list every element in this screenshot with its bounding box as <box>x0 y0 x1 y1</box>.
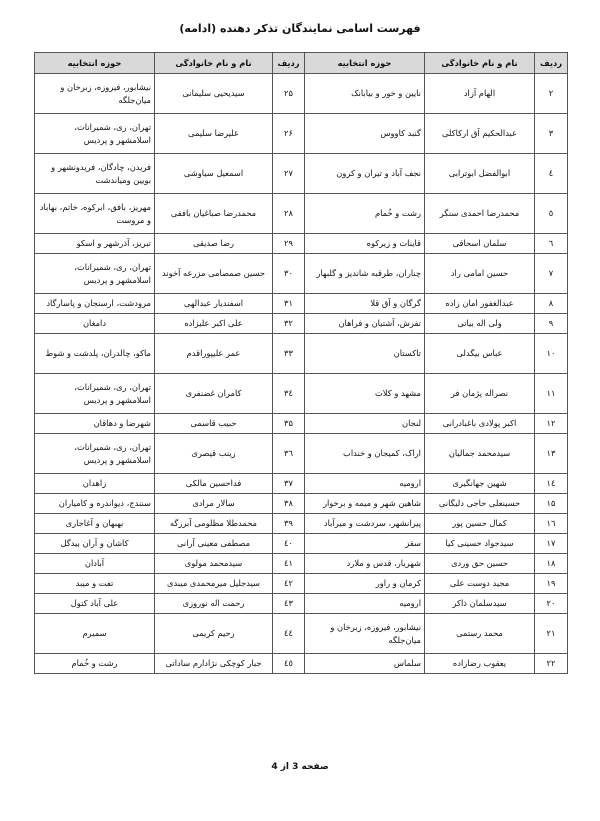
table-body <box>35 74 568 674</box>
row-number: ۳ <box>535 114 568 154</box>
electoral-district: پیرانشهر، سردشت و میرآباد <box>305 514 425 534</box>
electoral-district: ارومیه <box>305 594 425 614</box>
electoral-district: شاهین شهر و میمه و برخوار <box>305 494 425 514</box>
electoral-district: بهبهان و آغاجاری <box>35 514 155 534</box>
electoral-district: مهریز، بافق، ابرکوه، خاتم، بهاباد و مروست <box>35 194 155 234</box>
table-row <box>35 74 568 114</box>
table-row <box>35 474 568 494</box>
representative-name: کمال حسین پور <box>425 514 535 534</box>
representative-name: عبدالغفور امان زاده <box>425 294 535 314</box>
representative-name: سیدیحیی سلیمانی <box>155 74 273 114</box>
row-number: ۲۸ <box>273 194 305 234</box>
electoral-district: سمیرم <box>35 614 155 654</box>
row-number: ۳٦ <box>273 434 305 474</box>
electoral-district: کرمان و راور <box>305 574 425 594</box>
row-number: ۳۹ <box>273 514 305 534</box>
representative-name: حسینعلی حاجی دلیگانی <box>425 494 535 514</box>
electoral-district: نیشابور، فیروزه، زبرخان و میان‌جلگه <box>35 74 155 114</box>
table-row <box>35 114 568 154</box>
header-full-name: نام و نام خانوادگی <box>155 53 273 74</box>
representative-name: اسمعیل سیاوشی <box>155 154 273 194</box>
electoral-district: شهرضا و دهاقان <box>35 414 155 434</box>
table-row <box>35 254 568 294</box>
representative-name: جبار کوچکی نژادارم ساداتی <box>155 654 273 674</box>
representative-name: ولی اله بیاتی <box>425 314 535 334</box>
row-number: ۱۱ <box>535 374 568 414</box>
representative-name: الهام آزاد <box>425 74 535 114</box>
row-number: ۲۱ <box>535 614 568 654</box>
row-number: ۲۲ <box>535 654 568 674</box>
electoral-district: رشت و خُمام <box>35 654 155 674</box>
table-row <box>35 234 568 254</box>
row-number: ۱۹ <box>535 574 568 594</box>
page-title: فهرست اسامی نمایندگان تذکر دهنده (ادامه) <box>179 22 421 35</box>
representative-name: عباس بیگدلی <box>425 334 535 374</box>
representative-name: رحمت اله نوروزی <box>155 594 273 614</box>
table-row <box>35 374 568 414</box>
row-number: ٤۱ <box>273 554 305 574</box>
representative-name: سیدجواد حسینی کیا <box>425 534 535 554</box>
row-number: ۳۵ <box>273 414 305 434</box>
electoral-district: شهریار، قدس و ملارد <box>305 554 425 574</box>
row-number: ۸ <box>535 294 568 314</box>
row-number: ۳۷ <box>273 474 305 494</box>
representative-name: اسفندیار عبدالهی <box>155 294 273 314</box>
row-number: ۹ <box>535 314 568 334</box>
row-number: ٤۳ <box>273 594 305 614</box>
representatives-table <box>34 52 568 674</box>
row-number: ۳۸ <box>273 494 305 514</box>
electoral-district: گنبد کاووس <box>305 114 425 154</box>
table-row <box>35 434 568 474</box>
table-row <box>35 554 568 574</box>
header-row-number: ردیف <box>273 53 305 74</box>
electoral-district: زاهدان <box>35 474 155 494</box>
electoral-district: تهران، ری، شمیرانات، اسلامشهر و پردیس <box>35 114 155 154</box>
electoral-district: قاینات و زیرکوه <box>305 234 425 254</box>
row-number: ٤۲ <box>273 574 305 594</box>
row-number: ۱۰ <box>535 334 568 374</box>
electoral-district: تفرش، آشتیان و فراهان <box>305 314 425 334</box>
header-district: حوزه انتخابیه <box>305 53 425 74</box>
electoral-district: ارومیه <box>305 474 425 494</box>
representative-name: سیدسلمان ذاکر <box>425 594 535 614</box>
representative-name: ابوالفضل ابوترابی <box>425 154 535 194</box>
table-row <box>35 494 568 514</box>
row-number: ۲۷ <box>273 154 305 194</box>
electoral-district: لنجان <box>305 414 425 434</box>
representative-name: عمر علیپوراقدم <box>155 334 273 374</box>
table-row <box>35 534 568 554</box>
electoral-district: سقز <box>305 534 425 554</box>
row-number: ۳۲ <box>273 314 305 334</box>
electoral-district: فریدن، چادگان، فریدونشهر و بویین ومیاندشت <box>35 154 155 194</box>
representative-name: علی اکبر علیزاده <box>155 314 273 334</box>
row-number: ۳٤ <box>273 374 305 414</box>
row-number: ٤٥ <box>273 654 305 674</box>
representative-name: سیدمحمد مولوی <box>155 554 273 574</box>
representative-name: سالار مرادی <box>155 494 273 514</box>
representative-name: کامران غضنفری <box>155 374 273 414</box>
page-number: صفحه 3 از 4 <box>271 762 329 772</box>
representative-name: سیدجلیل میرمحمدی میبدی <box>155 574 273 594</box>
electoral-district: آبادان <box>35 554 155 574</box>
representative-name: محمدرضا صباغیان بافقی <box>155 194 273 234</box>
electoral-district: گرگان و آق قلا <box>305 294 425 314</box>
representative-name: محمد رستمی <box>425 614 535 654</box>
electoral-district: تبریز، آذرشهر و اسکو <box>35 234 155 254</box>
representative-name: فداحسین مالکی <box>155 474 273 494</box>
table-row <box>35 594 568 614</box>
representative-name: شهین جهانگیری <box>425 474 535 494</box>
representative-name: یعقوب رضازاده <box>425 654 535 674</box>
representative-name: محمدرضا احمدی سنگر <box>425 194 535 234</box>
row-number: ۱۸ <box>535 554 568 574</box>
electoral-district: سلماس <box>305 654 425 674</box>
electoral-district: تهران، ری، شمیرانات، اسلامشهر و پردیس <box>35 434 155 474</box>
electoral-district: کاشان و آران بیدگل <box>35 534 155 554</box>
representative-name: زینب قیصری <box>155 434 273 474</box>
row-number: ۳۱ <box>273 294 305 314</box>
header-row-number: ردیف <box>535 53 568 74</box>
electoral-district: دامغان <box>35 314 155 334</box>
table-row <box>35 294 568 314</box>
table-row <box>35 154 568 194</box>
header-full-name: نام و نام خانوادگی <box>425 53 535 74</box>
row-number: ٤ <box>535 154 568 194</box>
representative-name: نصراله پژمان فر <box>425 374 535 414</box>
representative-name: عبدالحکیم آق ارکاکلی <box>425 114 535 154</box>
representative-name: علیرضا سلیمی <box>155 114 273 154</box>
electoral-district: نایین و خور و بیابانک <box>305 74 425 114</box>
representative-name: سیدمحمد جمالیان <box>425 434 535 474</box>
header-district: حوزه انتخابیه <box>35 53 155 74</box>
electoral-district: رشت و خُمام <box>305 194 425 234</box>
electoral-district: نجف آباد و تیران و کرون <box>305 154 425 194</box>
electoral-district: مشهد و کلات <box>305 374 425 414</box>
electoral-district: تهران، ری، شمیرانات، اسلامشهر و پردیس <box>35 254 155 294</box>
table-row <box>35 514 568 534</box>
table-row <box>35 614 568 654</box>
row-number: ۲۹ <box>273 234 305 254</box>
representative-name: حسین صمصامی مزرعه آخوند <box>155 254 273 294</box>
representative-name: مجید دوست علی <box>425 574 535 594</box>
electoral-district: تاکستان <box>305 334 425 374</box>
representative-name: رضا صدیقی <box>155 234 273 254</box>
row-number: ۲۶ <box>273 114 305 154</box>
row-number: ٥ <box>535 194 568 234</box>
row-number: ۱۲ <box>535 414 568 434</box>
representative-name: اکبر پولادی باغبادرانی <box>425 414 535 434</box>
electoral-district: چناران، طرقبه شاندیز و گلبهار <box>305 254 425 294</box>
representative-name: حسین امامی راد <box>425 254 535 294</box>
electoral-district: مرودشت، ارسنجان و پاسارگاد <box>35 294 155 314</box>
electoral-district: سنندج، دیواندره و کامیاران <box>35 494 155 514</box>
row-number: ۱٤ <box>535 474 568 494</box>
table-header-row <box>35 53 568 74</box>
representative-name: سلمان اسحاقی <box>425 234 535 254</box>
electoral-district: تهران، ری، شمیرانات، اسلامشهر و پردیس <box>35 374 155 414</box>
table-row <box>35 654 568 674</box>
row-number: ۲ <box>535 74 568 114</box>
row-number: ۷ <box>535 254 568 294</box>
row-number: ۲۰ <box>535 594 568 614</box>
table-row <box>35 314 568 334</box>
electoral-district: تفت و میبد <box>35 574 155 594</box>
row-number: ۱۷ <box>535 534 568 554</box>
table-row <box>35 414 568 434</box>
row-number: ۳۳ <box>273 334 305 374</box>
representative-name: حبیب قاسمی <box>155 414 273 434</box>
electoral-district: اراک، کمیجان و خنداب <box>305 434 425 474</box>
representative-name: محمدطلا مظلومی آبرزگه <box>155 514 273 534</box>
representative-name: رحیم کریمی <box>155 614 273 654</box>
electoral-district: ماکو، چالدران، پلدشت و شوط <box>35 334 155 374</box>
row-number: ۳۰ <box>273 254 305 294</box>
row-number: ۱۳ <box>535 434 568 474</box>
representative-name: حسین حق وردی <box>425 554 535 574</box>
electoral-district: علی آباد کتول <box>35 594 155 614</box>
row-number: ٦ <box>535 234 568 254</box>
row-number: ۲۵ <box>273 74 305 114</box>
row-number: ٤٤ <box>273 614 305 654</box>
table-row <box>35 194 568 234</box>
row-number: ۱٦ <box>535 514 568 534</box>
row-number: ۱۵ <box>535 494 568 514</box>
table-row <box>35 574 568 594</box>
electoral-district: نیشابور، فیروزه، زبرخان و میان‌جلگه <box>305 614 425 654</box>
representative-name: مصطفی معینی آرانی <box>155 534 273 554</box>
row-number: ٤۰ <box>273 534 305 554</box>
table-row <box>35 334 568 374</box>
